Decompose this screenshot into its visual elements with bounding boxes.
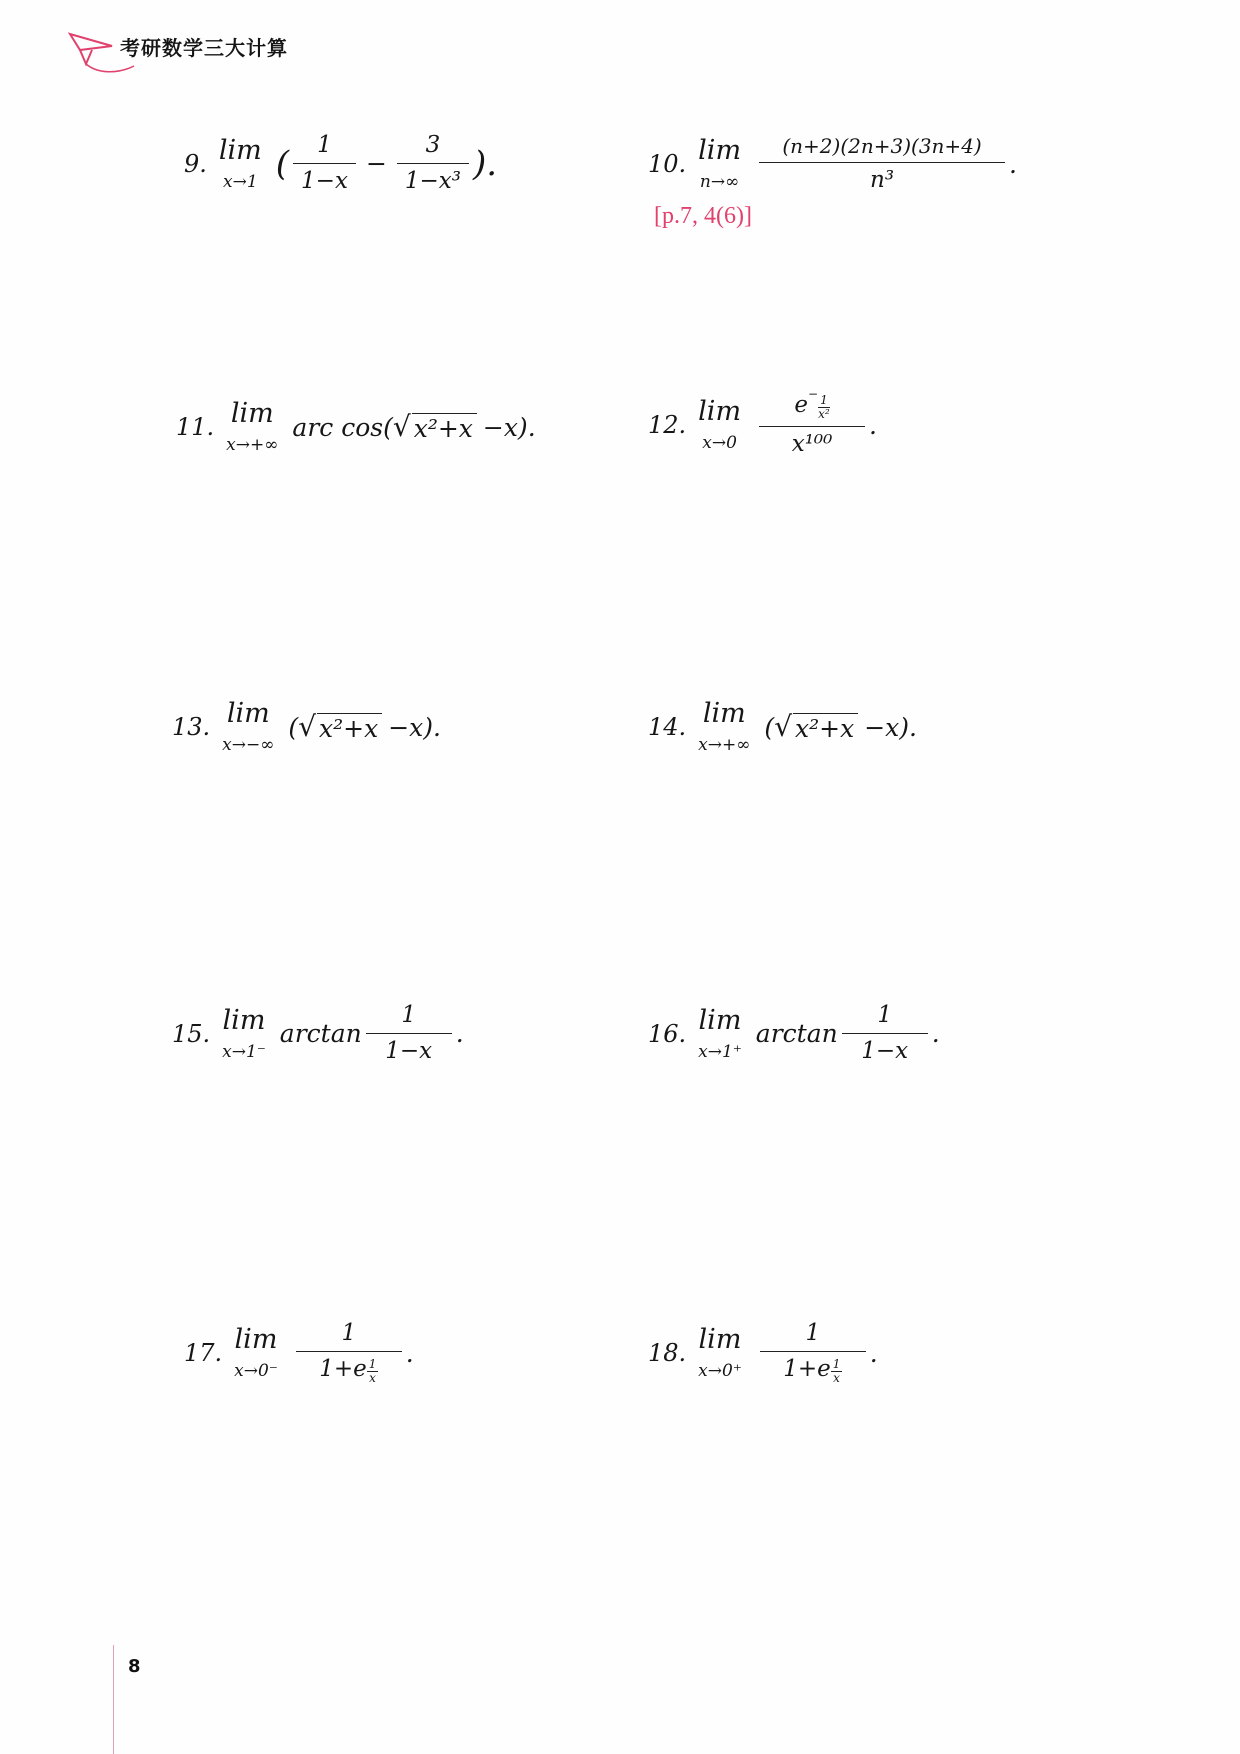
problem-number: 13. bbox=[172, 713, 211, 741]
exponent-fraction: $\frac{1}{\text{x²}}$ bbox=[818, 393, 830, 421]
problem-12: 12. lim x→0 e− $\frac{1}{\text{x²}}$ x¹⁰⁰ . bbox=[648, 387, 877, 458]
close-paren: ). bbox=[473, 143, 498, 184]
limit: lim x→+∞ bbox=[698, 698, 751, 755]
function-name: arc cos( bbox=[292, 412, 393, 442]
limit: lim x→1⁻ bbox=[222, 1004, 266, 1062]
problem-11 bbox=[176, 400, 542, 454]
problem-number: 11. bbox=[176, 413, 215, 441]
fraction: $\frac{(n+2)(2n+3)(3n+4)}{\text{n³}}$ bbox=[759, 136, 1005, 192]
function-name: arctan bbox=[279, 1019, 362, 1048]
page-number: 8 bbox=[128, 1656, 141, 1677]
problem-16: 16. lim x→1⁺ arctan $\frac{1}{1-x}$ . bbox=[648, 1002, 940, 1064]
problem-13: 13. lim x→−∞ ( √ x²+x −x). bbox=[172, 698, 441, 755]
header bbox=[68, 30, 328, 80]
limit: lim x→1 bbox=[218, 134, 262, 192]
problem-number: 15. bbox=[172, 1019, 211, 1048]
function-name: arctan bbox=[755, 1019, 838, 1048]
fraction: $\frac{1}{1-x}$ bbox=[293, 134, 356, 193]
radical-sign: √ bbox=[774, 710, 793, 743]
problem-10: 10. lim n→∞ $\frac{(n+2)(2n+3)(3n+4)}{\text{n³}}$ . [p.7, 4(6)] bbox=[648, 134, 1017, 229]
limit: lim n→∞ bbox=[698, 135, 742, 192]
fraction: $\frac{1}{1-x}$ bbox=[366, 1004, 452, 1063]
radicand: x²+x bbox=[317, 713, 382, 741]
limit: lim x→0⁻ bbox=[234, 1324, 278, 1382]
limit: lim x→−∞ bbox=[222, 698, 275, 755]
radical-sign: √ bbox=[298, 710, 317, 743]
tail: −x). bbox=[482, 412, 536, 442]
problem-number: 18. bbox=[648, 1339, 687, 1368]
fraction: $\frac{1}{1-x}$ bbox=[842, 1004, 928, 1063]
open-paren: ( bbox=[275, 143, 290, 184]
exponent-fraction: $\frac{1}{x}$ bbox=[368, 1357, 377, 1385]
limit: lim x→+∞ bbox=[226, 398, 279, 455]
problem-number: 16. bbox=[648, 1019, 687, 1048]
minus: − bbox=[365, 149, 387, 178]
header-title: 考研数学三大计算 bbox=[120, 36, 288, 60]
problem-15: 15. lim x→1⁻ arctan $\frac{1}{1-x}$ . bbox=[172, 1002, 464, 1064]
fraction: 1 1+e $\frac{1}{x}$ bbox=[296, 1322, 402, 1384]
limit: lim x→1⁺ bbox=[698, 1004, 742, 1062]
problem-number: 17. bbox=[184, 1339, 223, 1368]
problem-17: 17. lim x→0⁻ 1 1+e $\frac{1}{x}$ . bbox=[184, 1320, 414, 1385]
problem-number: 9. bbox=[184, 149, 207, 178]
problem-18: 18. lim x→0⁺ 1 1+e $\frac{1}{x}$ . bbox=[648, 1320, 878, 1385]
exponent-fraction: $\frac{1}{x}$ bbox=[832, 1357, 841, 1385]
fraction: 1 1+e $\frac{1}{x}$ bbox=[760, 1322, 866, 1384]
radical-sign: √ bbox=[392, 410, 411, 443]
margin-line bbox=[113, 1645, 114, 1754]
problem-number: 10. bbox=[648, 150, 687, 178]
radicand: x²+x bbox=[412, 413, 477, 441]
limit: lim x→0 bbox=[698, 396, 742, 454]
problem-number: 14. bbox=[648, 713, 687, 741]
problem-9 bbox=[184, 134, 497, 193]
problem-14: 14. lim x→+∞ ( √ x²+x −x). bbox=[648, 698, 917, 755]
fraction: $\frac{3}{\text{1−x³}}$ bbox=[397, 134, 469, 193]
problem-number: 12. bbox=[648, 411, 687, 440]
limit: lim x→0⁺ bbox=[698, 1324, 742, 1382]
fraction: e− $\frac{1}{\text{x²}}$ x¹⁰⁰ bbox=[759, 394, 865, 456]
radicand: x²+x bbox=[793, 713, 858, 741]
page-reference-note: [p.7, 4(6)] bbox=[654, 203, 752, 229]
